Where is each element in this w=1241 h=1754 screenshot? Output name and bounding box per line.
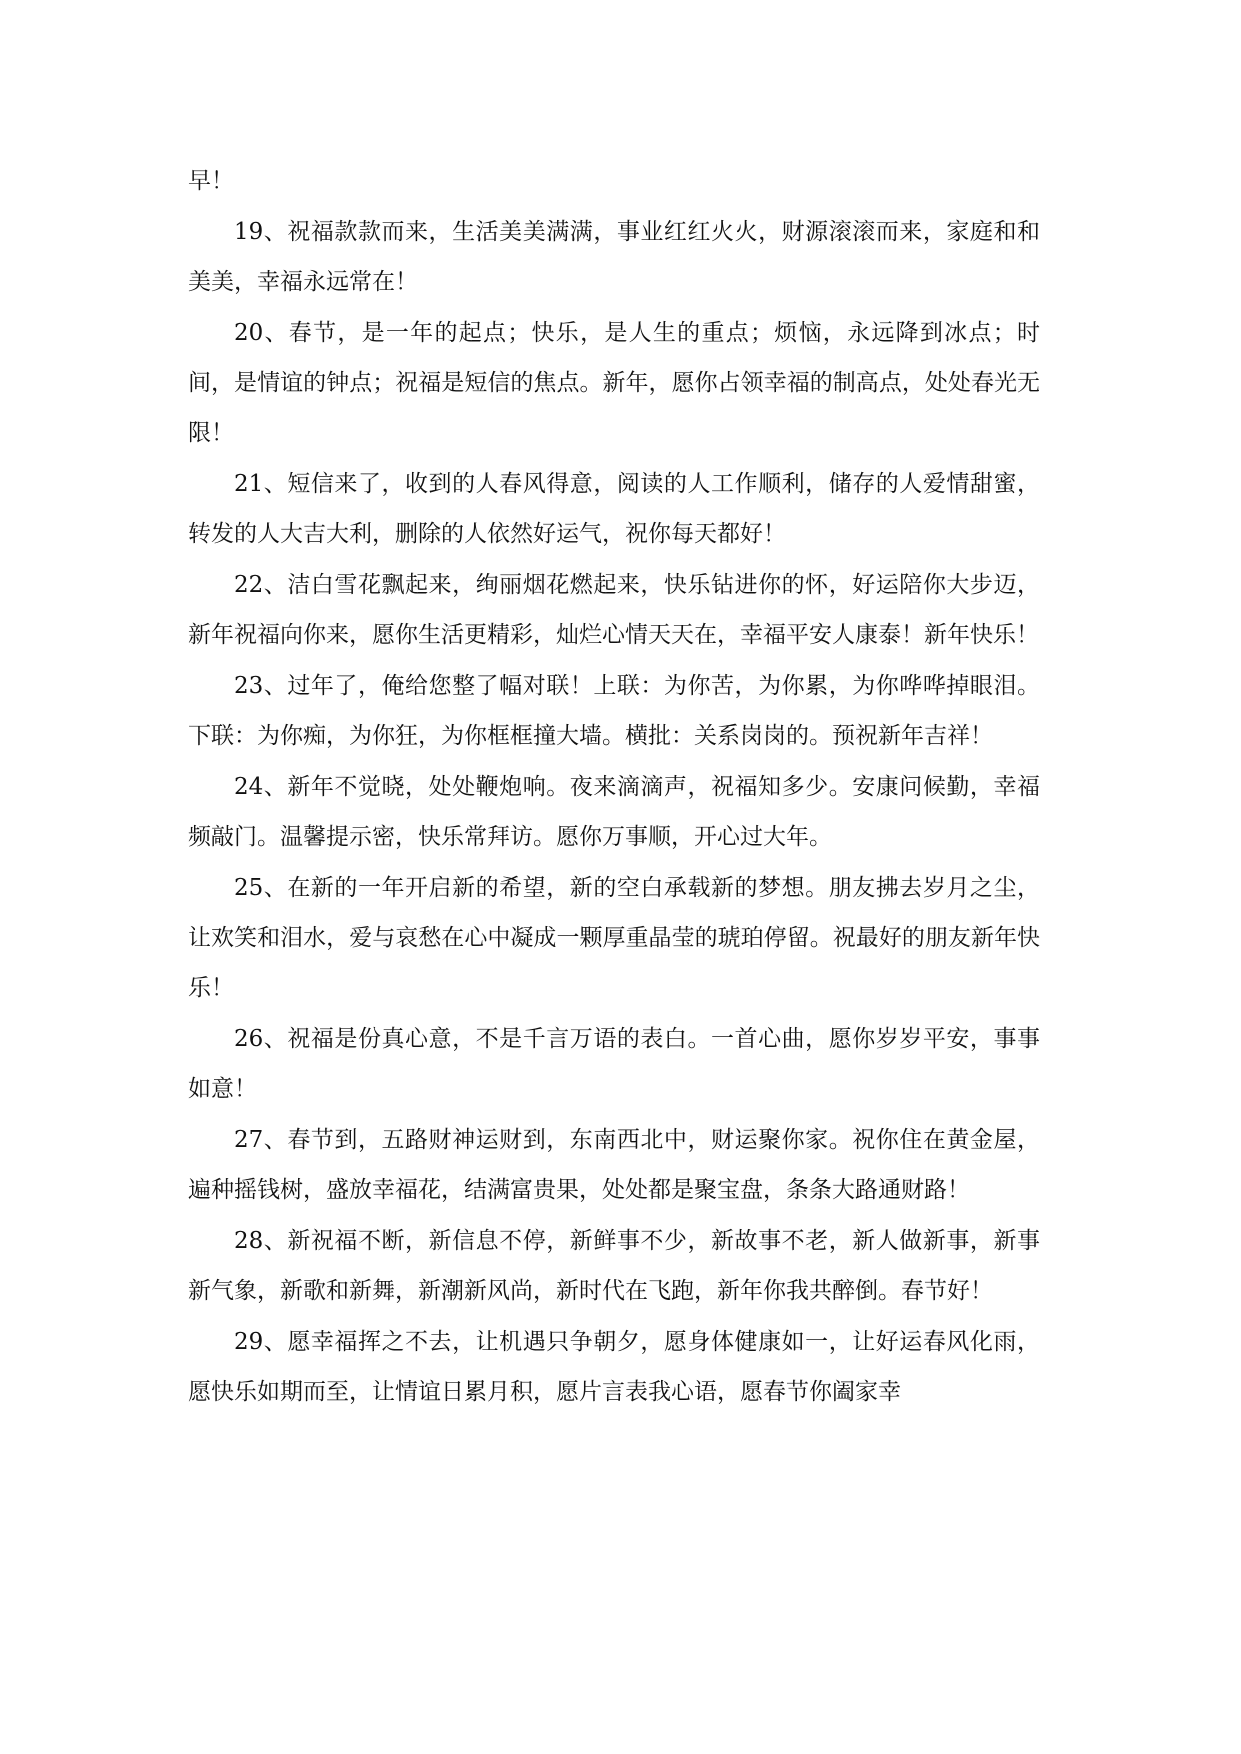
paragraph: 26、祝福是份真心意，不是千言万语的表白。一首心曲，愿你岁岁平安，事事如意！ xyxy=(188,1026,1040,1102)
paragraph: 24、新年不觉晓，处处鞭炮响。夜来滴滴声，祝福知多少。安康问候勤，幸福频敲门。温馨提示密，快乐常拜访。愿你万事顺，开心过大年。 xyxy=(188,774,1040,850)
document-body xyxy=(188,156,1040,1418)
paragraph: 29、愿幸福挥之不去，让机遇只争朝夕，愿身体健康如一，让好运春风化雨，愿快乐如期而至，让情谊日累月积，愿片言表我心语，愿春节你阖家幸 xyxy=(188,1329,1040,1405)
paragraph: 28、新祝福不断，新信息不停，新鲜事不少，新故事不老，新人做新事，新事新气象，新歌和新舞，新潮新风尚，新时代在飞跑，新年你我共醉倒。春节好！ xyxy=(188,1228,1040,1304)
paragraph: 22、洁白雪花飘起来，绚丽烟花燃起来，快乐钻进你的怀，好运陪你大步迈，新年祝福向你来，愿你生活更精彩，灿烂心情天天在，幸福平安人康泰！新年快乐！ xyxy=(188,572,1040,648)
paragraph: 27、春节到，五路财神运财到，东南西北中，财运聚你家。祝你住在黄金屋，遍种摇钱树，盛放幸福花，结满富贵果，处处都是聚宝盘，条条大路通财路！ xyxy=(188,1127,1040,1203)
paragraph: 早！ xyxy=(188,168,234,194)
paragraph: 20、春节，是一年的起点；快乐，是人生的重点；烦恼，永远降到冰点；时间，是情谊的钟点；祝福是短信的焦点。新年，愿你占领幸福的制高点，处处春光无限！ xyxy=(188,320,1040,446)
paragraph: 19、祝福款款而来，生活美美满满，事业红红火火，财源滚滚而来，家庭和和美美，幸福永远常在！ xyxy=(188,219,1040,295)
paragraph: 21、短信来了，收到的人春风得意，阅读的人工作顺利，储存的人爱情甜蜜，转发的人大吉大利，删除的人依然好运气，祝你每天都好！ xyxy=(188,471,1040,547)
paragraph: 25、在新的一年开启新的希望，新的空白承载新的梦想。朋友拂去岁月之尘，让欢笑和泪水，爱与哀愁在心中凝成一颗厚重晶莹的琥珀停留。祝最好的朋友新年快乐！ xyxy=(188,875,1040,1001)
paragraph: 23、过年了，俺给您整了幅对联！上联：为你苦，为你累，为你哗哗掉眼泪。下联：为你痴，为你狂，为你框框撞大墙。横批：关系岗岗的。预祝新年吉祥！ xyxy=(188,673,1040,749)
